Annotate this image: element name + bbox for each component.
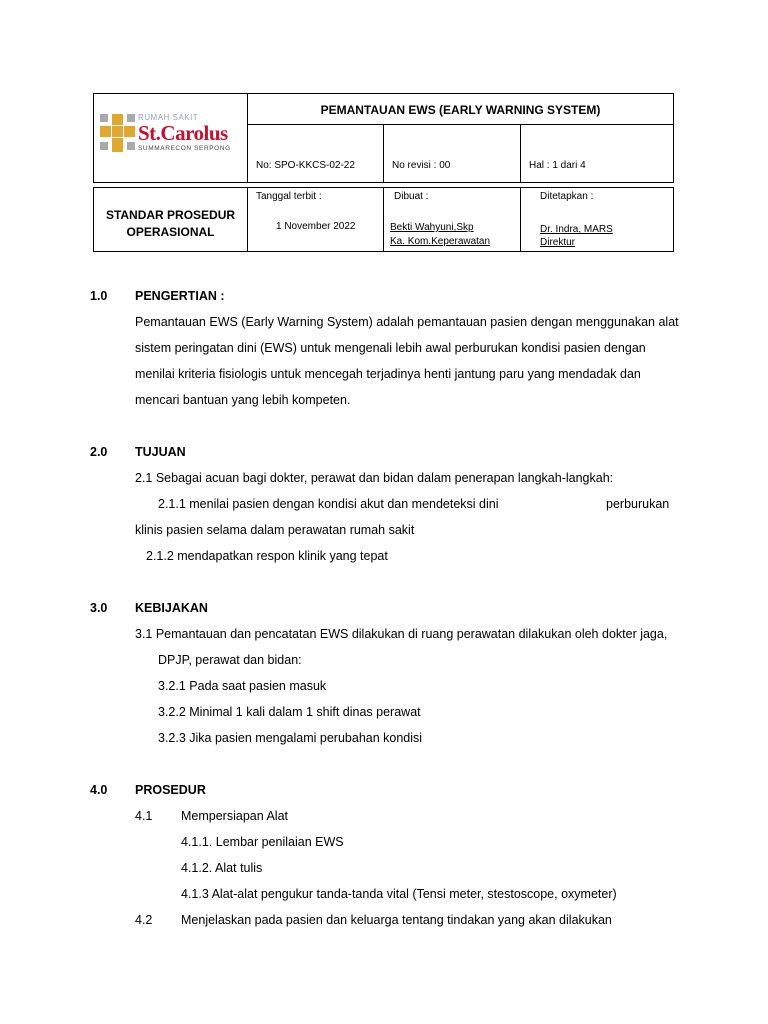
approved-role: Direktur: [540, 237, 576, 248]
info-row: [248, 125, 673, 182]
section-2-line-1: 2.1 Sebagai acuan bagi dokter, perawat dan bidan dalam penerapan langkah-langkah:: [135, 471, 614, 485]
section-1-number: 1.0: [90, 289, 108, 303]
logo-sub-text: SUMMARECON SERPONG: [138, 145, 231, 152]
item-4-1-text: Mempersiapan Alat: [181, 809, 289, 823]
made-by-name: Bekti Wahyuni,Skp: [390, 222, 474, 233]
section-1-line-4: mencari bantuan yang lebih kompeten.: [135, 393, 351, 407]
logo-cell: [94, 94, 248, 182]
section-3-line-5: 3.2.3 Jika pasien mengalami perubahan kondisi: [158, 731, 423, 745]
revision-number: No revisi : 00: [392, 160, 451, 171]
revision-cell: [384, 125, 521, 182]
issued-label: Tanggal terbit :: [256, 191, 322, 202]
section-2-number: 2.0: [90, 445, 108, 459]
section-1-line-2: sistem peringatan dini (EWS) untuk mengenali lebih awal perburukan kondisi pasien dengan: [135, 341, 646, 355]
section-1-line-1: Pemantauan EWS (Early Warning System) adalah pemantauan pasien dengan menggunakan alat: [135, 315, 679, 329]
approved-name: Dr. Indra, MARS: [540, 224, 613, 235]
section-3-line-1: 3.1 Pemantauan dan pencatatan EWS dilakukan di ruang perawatan dilakukan oleh dokter jaga,: [135, 627, 668, 641]
section-1-line-3: menilai kriteria fisiologis untuk mencegah terjadinya henti jantung paru yang mendadak dan: [135, 367, 641, 381]
item-4-2-number: 4.2: [135, 913, 153, 927]
section-3-number: 3.0: [90, 601, 108, 615]
document-title: PEMANTAUAN EWS (EARLY WARNING SYSTEM): [320, 103, 601, 117]
issued-date: 1 November 2022: [276, 221, 356, 232]
section-3-line-3: 3.2.1 Pada saat pasien masuk: [158, 679, 327, 693]
section-3-line-2: DPJP, perawat dan bidan:: [158, 653, 302, 667]
section-2-line-2b: perburukan: [606, 497, 670, 511]
doc-number: No: SPO-KKCS-02-22: [256, 160, 355, 171]
section-1-title: PENGERTIAN :: [135, 289, 225, 303]
section-4-number: 4.0: [90, 783, 108, 797]
section-3-line-4: 3.2.2 Minimal 1 kali dalam 1 shift dinas perawat: [158, 705, 421, 719]
item-4-2-text: Menjelaskan pada pasien dan keluarga tentang tindakan yang akan dilakukan: [181, 913, 612, 927]
section-2-line-3: klinis pasien selama dalam perawatan rumah sakit: [135, 523, 415, 537]
section-3-title: KEBIJAKAN: [135, 601, 208, 615]
made-by-role: Ka. Kom.Keperawatan: [390, 236, 491, 247]
spo-line-2: OPERASIONAL: [126, 225, 215, 239]
section-2-line-4: 2.1.2 mendapatkan respon klinik yang tepat: [146, 549, 388, 563]
cross-logo-icon: [100, 114, 136, 154]
page-number: Hal : 1 dari 4: [529, 160, 586, 171]
section-4-title: PROSEDUR: [135, 783, 206, 797]
made-by-cell: [384, 188, 521, 251]
title-cell: [248, 94, 673, 125]
logo-top-text: RUMAH SAKIT: [138, 113, 199, 122]
spo-line-1: STANDAR PROSEDUR: [105, 208, 236, 222]
doc-number-cell: [248, 125, 384, 182]
approved-label: Ditetapkan :: [540, 191, 594, 202]
item-4-1-3: 4.1.3 Alat-alat pengukur tanda-tanda vital (Tensi meter, stestoscope, oxymeter): [181, 887, 617, 901]
hospital-logo: [100, 110, 246, 156]
section-2-title: TUJUAN: [135, 445, 186, 459]
item-4-1-2: 4.1.2. Alat tulis: [181, 861, 263, 875]
issued-cell: [248, 188, 384, 251]
page-cell: [521, 125, 673, 182]
spo-cell: [94, 188, 248, 251]
header-table-top: [93, 93, 674, 183]
logo-name: St.Carolus: [138, 121, 228, 145]
item-4-1-number: 4.1: [135, 809, 153, 823]
section-2-line-2a: 2.1.1 menilai pasien dengan kondisi akut dan mendeteksi dini: [158, 497, 499, 511]
approved-cell: [521, 188, 673, 251]
made-by-label: Dibuat :: [394, 191, 429, 202]
header-table-bottom: [93, 187, 674, 252]
item-4-1-1: 4.1.1. Lembar penilaian EWS: [181, 835, 344, 849]
